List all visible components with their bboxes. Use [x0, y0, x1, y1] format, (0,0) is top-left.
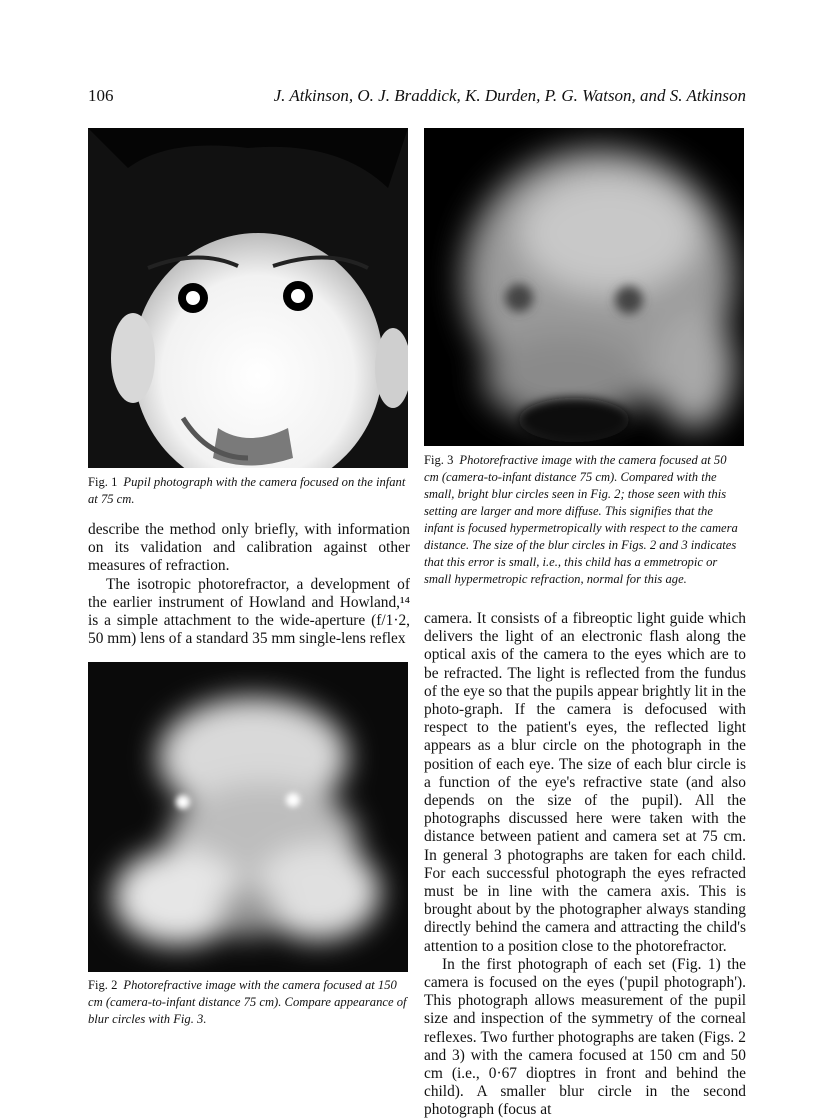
figure-3-caption-text: Photorefractive image with the camera focused at 50 cm (camera-to-infant distance 75 cm). Compared with the small, bright blur circles seen in Fig. 2; those seen with this setting are larger and more diffuse. This signifies that the infant is focused hypermetropically with respect to the camera distance. The size of the blur circles in Figs. 2 and 3 indicates that this error is small, i.e., this child has a emmetropic or small hypermetropic refraction, normal for this age. [424, 453, 738, 586]
page-number: 106 [88, 86, 114, 105]
right-paragraph-2: In the first photograph of each set (Fig. 1) the camera is focused on the eyes ('pupil photograph'). This photograph allows measurement of the pupil size and inspection of the symmetry of the corneal reflexes. Two further photographs are taken (Figs. 2 and 3) with the camera focused at 150 cm and 50 cm (i.e., 0·67 dioptres in front and behind the child). A smaller blur circle in the second photograph (focus at [424, 955, 746, 1119]
figure-3-photo [424, 128, 744, 446]
figure-1-photo [88, 128, 408, 468]
figure-3-caption [424, 452, 744, 588]
figure-1-caption-text: Pupil photograph with the camera focused on the infant at 75 cm. [88, 475, 406, 506]
figure-3-label: Fig. 3 [424, 453, 454, 467]
left-paragraph-2: The isotropic photorefractor, a development of the earlier instrument of Howland and Howland,¹⁴ is a simple attachment to the wide-aperture (f/1·2, 50 mm) lens of a standard 35 mm single-lens reflex [88, 575, 410, 648]
figure-1-label: Fig. 1 [88, 475, 118, 489]
figure-1-caption [88, 474, 408, 508]
figure-2-caption-text: Photorefractive image with the camera focused at 150 cm (camera-to-infant distance 75 cm). Compare appearance of blur circles with Fig. 3. [88, 978, 407, 1026]
left-paragraph-1: describe the method only briefly, with information on its validation and calibration against other measures of refraction. [88, 521, 410, 575]
figure-2-label: Fig. 2 [88, 978, 118, 992]
right-column-text [424, 610, 746, 1120]
left-column-text [88, 521, 410, 648]
figure-2-caption [88, 977, 408, 1028]
figure-2-photo [88, 662, 408, 972]
running-header-authors: J. Atkinson, O. J. Braddick, K. Durden, P. G. Watson, and S. Atkinson [273, 86, 746, 105]
right-paragraph-1: camera. It consists of a fibreoptic light guide which delivers the light of an electronic flash along the optical axis of the camera to the eyes which are to be refracted. The light is reflected from the fundus of the eye so that the pupils appear brightly lit in the photo-graph. If the camera is defocused with respect to the patient's eyes, the reflected light appears as a blur circle on the photograph in the position of each eye. The size of each blur circle is a function of the eye's refractive state (and also depends on the size of the pupil). All the photographs discussed here were taken with the distance between patient and camera set at 75 cm. In general 3 photographs are taken for each child. For each successful photograph the eyes refracted must be in line with the camera axis. This is brought about by the photographer always standing directly behind the camera and attracting the child's attention to a position close to the photorefractor. [424, 610, 746, 955]
